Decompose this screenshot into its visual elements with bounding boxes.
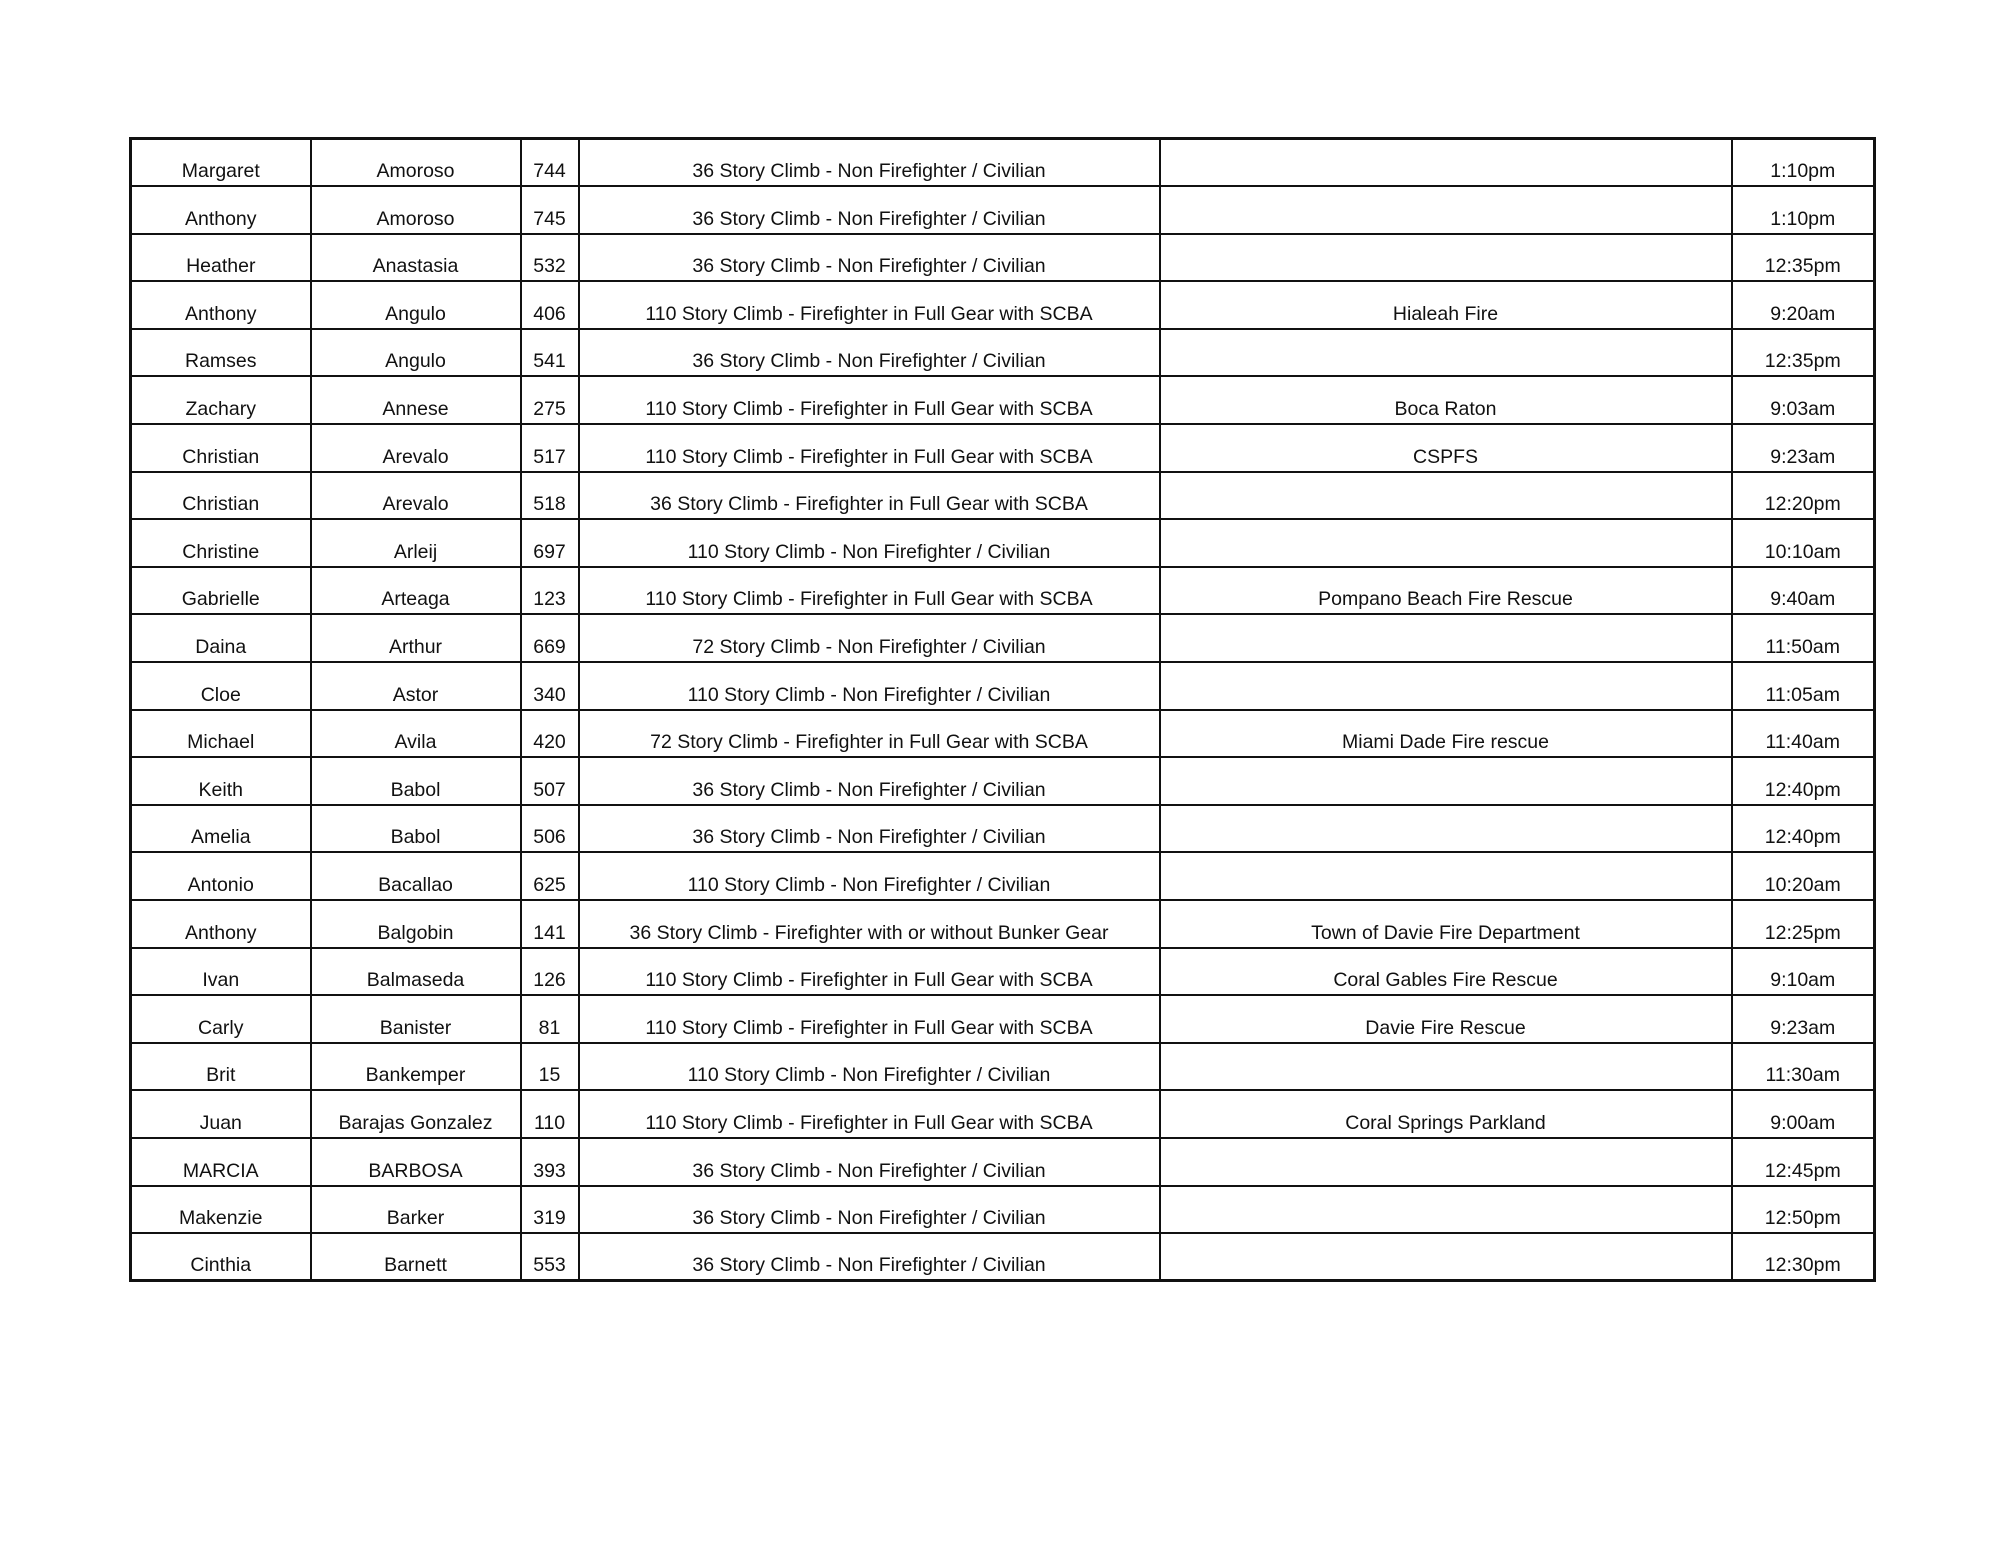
- first-name-cell: Cinthia: [131, 1233, 311, 1281]
- last-name-cell: Barnett: [311, 1233, 521, 1281]
- event-cell: 36 Story Climb - Non Firefighter / Civilian: [579, 805, 1160, 853]
- department-cell: [1160, 329, 1732, 377]
- last-name-cell: Angulo: [311, 329, 521, 377]
- event-cell: 36 Story Climb - Non Firefighter / Civilian: [579, 234, 1160, 282]
- event-cell: 110 Story Climb - Non Firefighter / Civilian: [579, 1043, 1160, 1091]
- start-time-cell: 9:00am: [1732, 1090, 1875, 1138]
- first-name-cell: Brit: [131, 1043, 311, 1091]
- participant-table: [129, 137, 1876, 1282]
- bib-number-cell: 744: [521, 139, 579, 187]
- department-cell: [1160, 805, 1732, 853]
- table-row: [131, 234, 1875, 282]
- start-time-cell: 12:40pm: [1732, 757, 1875, 805]
- event-cell: 36 Story Climb - Non Firefighter / Civilian: [579, 1233, 1160, 1281]
- bib-number-cell: 319: [521, 1186, 579, 1234]
- first-name-cell: Anthony: [131, 186, 311, 234]
- department-cell: [1160, 614, 1732, 662]
- table-row: [131, 852, 1875, 900]
- department-cell: [1160, 186, 1732, 234]
- first-name-cell: Amelia: [131, 805, 311, 853]
- last-name-cell: Balmaseda: [311, 948, 521, 996]
- first-name-cell: Antonio: [131, 852, 311, 900]
- department-cell: [1160, 234, 1732, 282]
- last-name-cell: BARBOSA: [311, 1138, 521, 1186]
- table-row: [131, 614, 1875, 662]
- event-cell: 36 Story Climb - Firefighter in Full Gear with SCBA: [579, 472, 1160, 520]
- start-time-cell: 9:03am: [1732, 376, 1875, 424]
- first-name-cell: Zachary: [131, 376, 311, 424]
- event-cell: 36 Story Climb - Non Firefighter / Civilian: [579, 757, 1160, 805]
- table-row: [131, 805, 1875, 853]
- bib-number-cell: 141: [521, 900, 579, 948]
- last-name-cell: Banister: [311, 995, 521, 1043]
- event-cell: 36 Story Climb - Firefighter with or without Bunker Gear: [579, 900, 1160, 948]
- last-name-cell: Babol: [311, 757, 521, 805]
- first-name-cell: Makenzie: [131, 1186, 311, 1234]
- table-row: [131, 519, 1875, 567]
- start-time-cell: 12:30pm: [1732, 1233, 1875, 1281]
- last-name-cell: Annese: [311, 376, 521, 424]
- bib-number-cell: 517: [521, 424, 579, 472]
- department-cell: Davie Fire Rescue: [1160, 995, 1732, 1043]
- department-cell: [1160, 1186, 1732, 1234]
- table-row: [131, 662, 1875, 710]
- first-name-cell: Gabrielle: [131, 567, 311, 615]
- first-name-cell: Anthony: [131, 281, 311, 329]
- department-cell: [1160, 757, 1732, 805]
- event-cell: 36 Story Climb - Non Firefighter / Civilian: [579, 139, 1160, 187]
- bib-number-cell: 553: [521, 1233, 579, 1281]
- last-name-cell: Balgobin: [311, 900, 521, 948]
- department-cell: Coral Springs Parkland: [1160, 1090, 1732, 1138]
- bib-number-cell: 420: [521, 710, 579, 758]
- event-cell: 110 Story Climb - Firefighter in Full Gear with SCBA: [579, 948, 1160, 996]
- event-cell: 110 Story Climb - Non Firefighter / Civilian: [579, 852, 1160, 900]
- last-name-cell: Bankemper: [311, 1043, 521, 1091]
- event-cell: 110 Story Climb - Firefighter in Full Gear with SCBA: [579, 567, 1160, 615]
- start-time-cell: 12:25pm: [1732, 900, 1875, 948]
- bib-number-cell: 406: [521, 281, 579, 329]
- table-row: [131, 995, 1875, 1043]
- start-time-cell: 11:05am: [1732, 662, 1875, 710]
- last-name-cell: Arthur: [311, 614, 521, 662]
- event-cell: 110 Story Climb - Firefighter in Full Gear with SCBA: [579, 1090, 1160, 1138]
- start-time-cell: 9:10am: [1732, 948, 1875, 996]
- start-time-cell: 11:40am: [1732, 710, 1875, 758]
- event-cell: 36 Story Climb - Non Firefighter / Civilian: [579, 1138, 1160, 1186]
- start-time-cell: 12:35pm: [1732, 329, 1875, 377]
- first-name-cell: Christian: [131, 472, 311, 520]
- event-cell: 72 Story Climb - Firefighter in Full Gear with SCBA: [579, 710, 1160, 758]
- start-time-cell: 12:40pm: [1732, 805, 1875, 853]
- last-name-cell: Anastasia: [311, 234, 521, 282]
- bib-number-cell: 532: [521, 234, 579, 282]
- table-row: [131, 757, 1875, 805]
- start-time-cell: 11:50am: [1732, 614, 1875, 662]
- bib-number-cell: 393: [521, 1138, 579, 1186]
- start-time-cell: 9:20am: [1732, 281, 1875, 329]
- bib-number-cell: 518: [521, 472, 579, 520]
- event-cell: 110 Story Climb - Firefighter in Full Gear with SCBA: [579, 995, 1160, 1043]
- start-time-cell: 9:40am: [1732, 567, 1875, 615]
- last-name-cell: Bacallao: [311, 852, 521, 900]
- table-row: [131, 567, 1875, 615]
- event-cell: 110 Story Climb - Non Firefighter / Civilian: [579, 662, 1160, 710]
- first-name-cell: Keith: [131, 757, 311, 805]
- table-row: [131, 1043, 1875, 1091]
- event-cell: 36 Story Climb - Non Firefighter / Civilian: [579, 186, 1160, 234]
- department-cell: [1160, 662, 1732, 710]
- department-cell: [1160, 472, 1732, 520]
- bib-number-cell: 745: [521, 186, 579, 234]
- table-row: [131, 1138, 1875, 1186]
- first-name-cell: Cloe: [131, 662, 311, 710]
- table-row: [131, 139, 1875, 187]
- department-cell: [1160, 1043, 1732, 1091]
- first-name-cell: Heather: [131, 234, 311, 282]
- department-cell: CSPFS: [1160, 424, 1732, 472]
- last-name-cell: Angulo: [311, 281, 521, 329]
- start-time-cell: 12:50pm: [1732, 1186, 1875, 1234]
- bib-number-cell: 541: [521, 329, 579, 377]
- department-cell: Miami Dade Fire rescue: [1160, 710, 1732, 758]
- bib-number-cell: 126: [521, 948, 579, 996]
- bib-number-cell: 506: [521, 805, 579, 853]
- event-cell: 36 Story Climb - Non Firefighter / Civilian: [579, 1186, 1160, 1234]
- table-row: [131, 1186, 1875, 1234]
- last-name-cell: Barker: [311, 1186, 521, 1234]
- first-name-cell: Anthony: [131, 900, 311, 948]
- event-cell: 72 Story Climb - Non Firefighter / Civilian: [579, 614, 1160, 662]
- table-row: [131, 1090, 1875, 1138]
- department-cell: Pompano Beach Fire Rescue: [1160, 567, 1732, 615]
- department-cell: [1160, 1233, 1732, 1281]
- bib-number-cell: 15: [521, 1043, 579, 1091]
- department-cell: [1160, 519, 1732, 567]
- first-name-cell: Daina: [131, 614, 311, 662]
- event-cell: 110 Story Climb - Firefighter in Full Gear with SCBA: [579, 424, 1160, 472]
- first-name-cell: Carly: [131, 995, 311, 1043]
- table-row: [131, 1233, 1875, 1281]
- table-row: [131, 900, 1875, 948]
- department-cell: Hialeah Fire: [1160, 281, 1732, 329]
- bib-number-cell: 123: [521, 567, 579, 615]
- first-name-cell: Juan: [131, 1090, 311, 1138]
- last-name-cell: Amoroso: [311, 186, 521, 234]
- department-cell: Boca Raton: [1160, 376, 1732, 424]
- bib-number-cell: 81: [521, 995, 579, 1043]
- start-time-cell: 1:10pm: [1732, 139, 1875, 187]
- bib-number-cell: 669: [521, 614, 579, 662]
- last-name-cell: Barajas Gonzalez: [311, 1090, 521, 1138]
- start-time-cell: 11:30am: [1732, 1043, 1875, 1091]
- last-name-cell: Amoroso: [311, 139, 521, 187]
- first-name-cell: MARCIA: [131, 1138, 311, 1186]
- start-time-cell: 1:10pm: [1732, 186, 1875, 234]
- last-name-cell: Arevalo: [311, 424, 521, 472]
- table-row: [131, 710, 1875, 758]
- first-name-cell: Michael: [131, 710, 311, 758]
- first-name-cell: Margaret: [131, 139, 311, 187]
- participant-table-body: [131, 139, 1875, 1281]
- start-time-cell: 12:20pm: [1732, 472, 1875, 520]
- last-name-cell: Arteaga: [311, 567, 521, 615]
- table-row: [131, 424, 1875, 472]
- bib-number-cell: 697: [521, 519, 579, 567]
- last-name-cell: Arevalo: [311, 472, 521, 520]
- first-name-cell: Ivan: [131, 948, 311, 996]
- department-cell: Coral Gables Fire Rescue: [1160, 948, 1732, 996]
- last-name-cell: Avila: [311, 710, 521, 758]
- table-row: [131, 376, 1875, 424]
- start-time-cell: 12:45pm: [1732, 1138, 1875, 1186]
- bib-number-cell: 625: [521, 852, 579, 900]
- table-row: [131, 281, 1875, 329]
- start-time-cell: 9:23am: [1732, 995, 1875, 1043]
- start-time-cell: 9:23am: [1732, 424, 1875, 472]
- start-time-cell: 10:20am: [1732, 852, 1875, 900]
- department-cell: [1160, 852, 1732, 900]
- start-time-cell: 10:10am: [1732, 519, 1875, 567]
- table-row: [131, 948, 1875, 996]
- event-cell: 110 Story Climb - Firefighter in Full Gear with SCBA: [579, 376, 1160, 424]
- bib-number-cell: 507: [521, 757, 579, 805]
- bib-number-cell: 340: [521, 662, 579, 710]
- last-name-cell: Astor: [311, 662, 521, 710]
- event-cell: 36 Story Climb - Non Firefighter / Civilian: [579, 329, 1160, 377]
- bib-number-cell: 110: [521, 1090, 579, 1138]
- first-name-cell: Ramses: [131, 329, 311, 377]
- table-row: [131, 329, 1875, 377]
- table-row: [131, 186, 1875, 234]
- last-name-cell: Arleij: [311, 519, 521, 567]
- first-name-cell: Christian: [131, 424, 311, 472]
- bib-number-cell: 275: [521, 376, 579, 424]
- start-time-cell: 12:35pm: [1732, 234, 1875, 282]
- department-cell: [1160, 139, 1732, 187]
- event-cell: 110 Story Climb - Firefighter in Full Gear with SCBA: [579, 281, 1160, 329]
- event-cell: 110 Story Climb - Non Firefighter / Civilian: [579, 519, 1160, 567]
- table-row: [131, 472, 1875, 520]
- last-name-cell: Babol: [311, 805, 521, 853]
- first-name-cell: Christine: [131, 519, 311, 567]
- department-cell: [1160, 1138, 1732, 1186]
- department-cell: Town of Davie Fire Department: [1160, 900, 1732, 948]
